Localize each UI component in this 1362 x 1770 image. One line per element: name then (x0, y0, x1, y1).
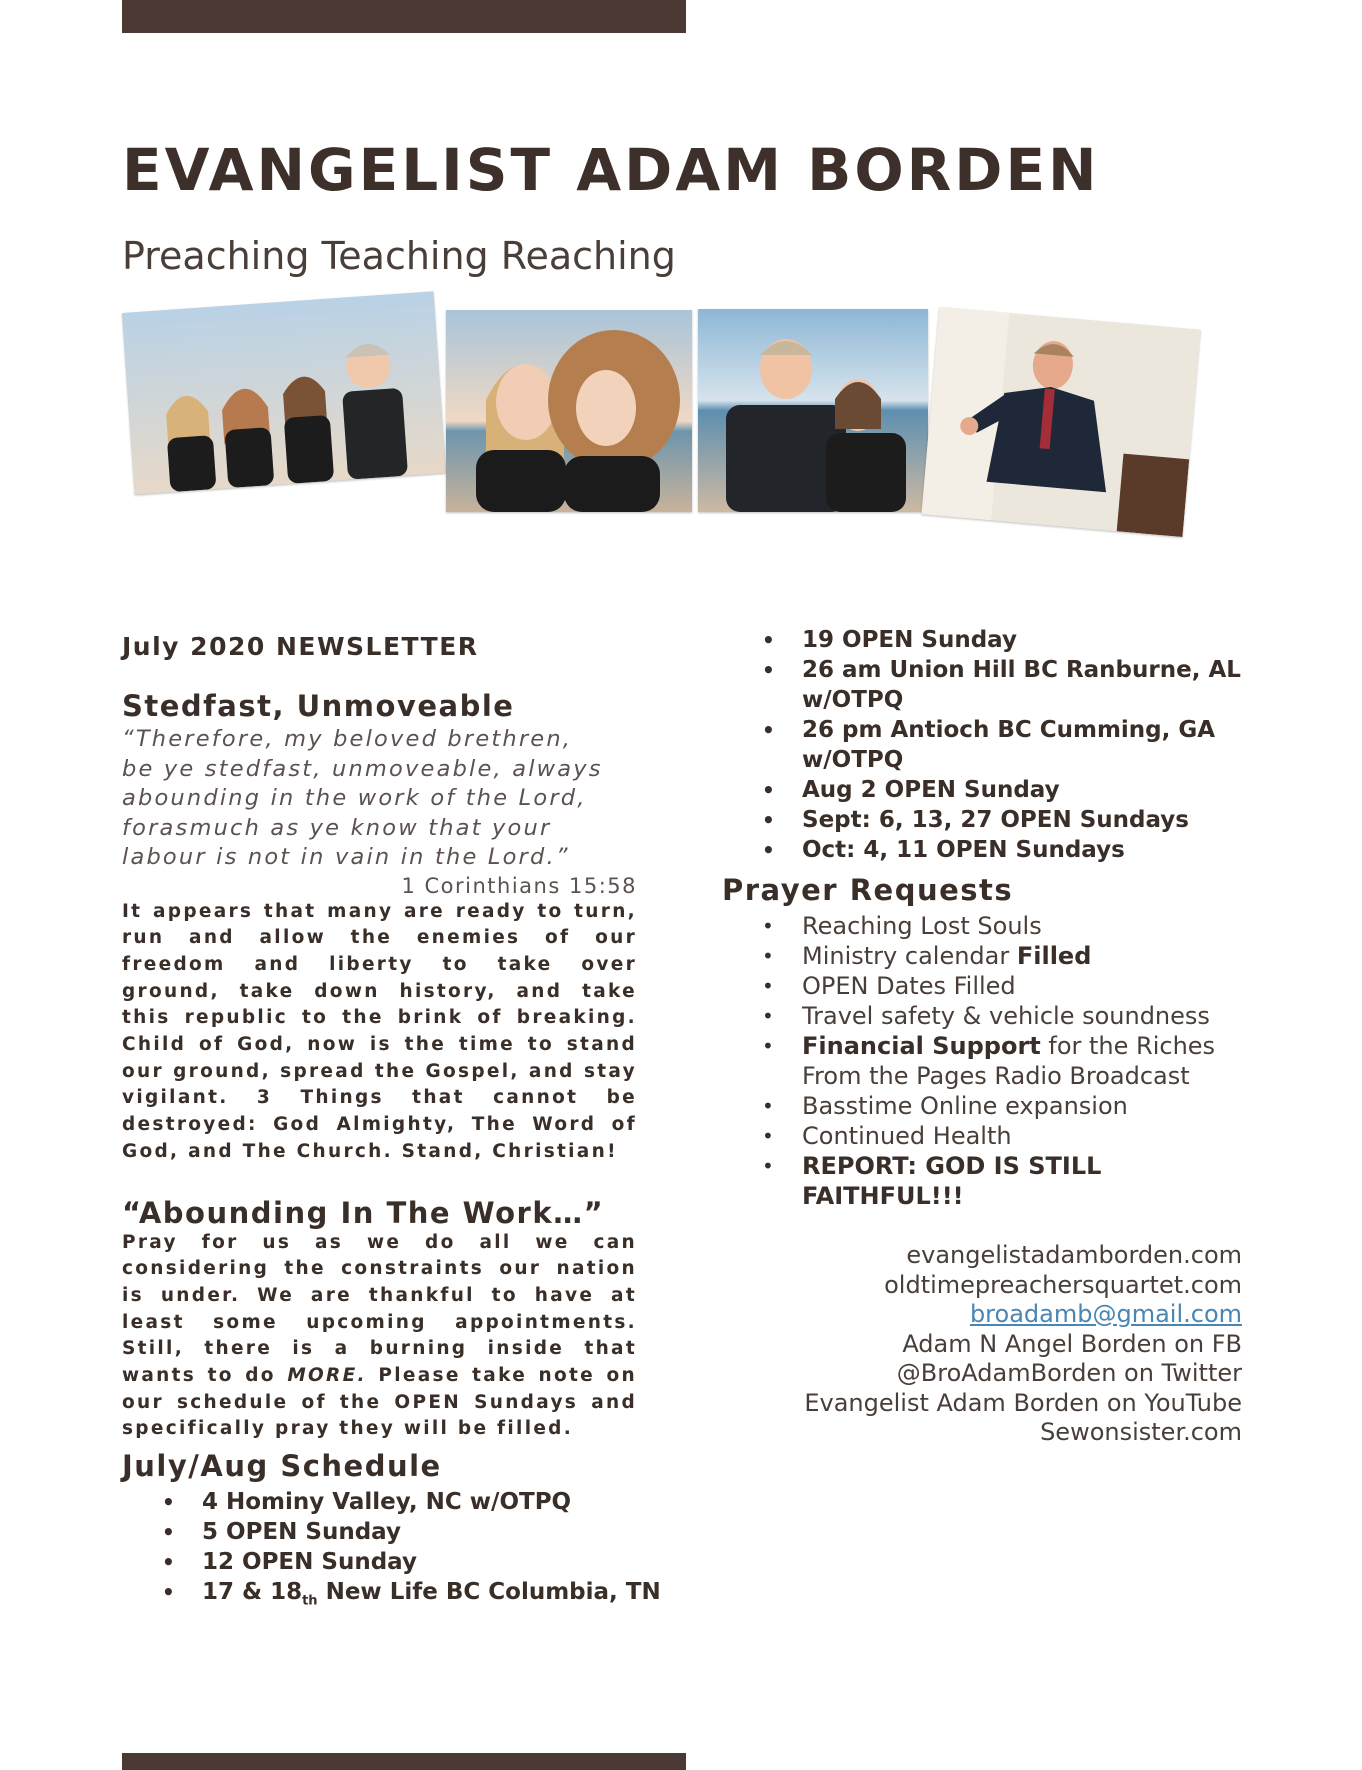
paragraph-text: Please take note on our schedule of the OPEN Sundays and specifically pray they will be filled. (122, 1365, 637, 1440)
list-item: • 19 OPEN Sunday (722, 625, 1242, 655)
page-title: EVANGELIST ADAM BORDEN (122, 136, 1100, 204)
schedule-list (122, 1487, 661, 1617)
bottom-decorative-bar (122, 1753, 686, 1770)
emphasis-text: MORE. (287, 1365, 367, 1387)
quote-line: abounding in the work of the Lord, (122, 785, 587, 811)
list-item: • Reaching Lost Souls (722, 911, 1242, 941)
list-item (722, 1031, 1242, 1091)
quote-line: forasmuch as ye know that your (122, 814, 552, 841)
list-item: • Aug 2 OPEN Sunday (722, 775, 1242, 805)
ordinal-suffix: th (302, 1593, 318, 1609)
youtube-text: Evangelist Adam Borden on YouTube (804, 1388, 1242, 1417)
section-heading-abounding: “Abounding In The Work…” (122, 1195, 605, 1230)
preaching-photo (921, 307, 1200, 537)
stedfast-paragraph: It appears that many are ready to turn, run and allow the enemies of our freedom and liberty to take over ground, take down history, and take this republic to the brink of breaking. Child of God, now is the time to stand our ground, spread the Gospel, and stay vigilant. 3 Things that cannot be destroyed: God Almighty, The Word of God, and The Church. Stand, Christian! (122, 900, 637, 1162)
facebook-text: Adam N Angel Borden on FB (902, 1329, 1242, 1358)
right-column (722, 625, 1242, 1448)
list-item (722, 1151, 1242, 1211)
top-decorative-bar (122, 0, 686, 33)
twitter-text: @BroAdamBorden on Twitter (896, 1359, 1242, 1387)
email-link[interactable]: broadamb@gmail.com (969, 1300, 1242, 1328)
list-item: • Continued Health (722, 1121, 1242, 1151)
quote-line: labour is not in vain in the Lord.” (122, 844, 570, 870)
website-link[interactable]: Sewonsister.com (1040, 1418, 1242, 1446)
two-daughters-photo (446, 310, 692, 512)
contact-block (722, 1241, 1242, 1448)
schedule-list-continued (722, 625, 1242, 865)
scripture-quote (122, 725, 637, 873)
schedule-event: New Life BC Columbia, TN (317, 1579, 661, 1606)
prayer-list (722, 911, 1242, 1211)
paragraph-text: Pray for us as we do all we can considering the constraints our nation is under. We are thankful to have at least some upcoming appointments. Still, there is a burning inside that wants to do (122, 1231, 637, 1387)
item-bold: REPORT: GOD IS STILL FAITHFUL!!! (802, 1152, 1102, 1210)
left-column (122, 625, 661, 1617)
list-item: • 4 Hominy Valley, NC w/OTPQ (122, 1487, 637, 1517)
list-item: • OPEN Dates Filled (722, 971, 1242, 1001)
list-item: • 26 am Union Hill BC Ranburne, AL w/OTPQ (722, 655, 1242, 715)
couple-photo (698, 309, 928, 512)
scripture-reference: 1 Corinthians 15:58 (401, 873, 637, 898)
list-item: • Oct: 4, 11 OPEN Sundays (722, 835, 1242, 865)
list-item: • 12 OPEN Sunday (122, 1547, 637, 1577)
item-bold: Financial Support (802, 1032, 1041, 1060)
website-link[interactable]: oldtimepreachersquartet.com (884, 1270, 1242, 1299)
list-item: • 5 OPEN Sunday (122, 1517, 637, 1547)
list-item: • 26 pm Antioch BC Cumming, GA w/OTPQ (722, 715, 1242, 775)
abounding-paragraph (122, 1230, 637, 1444)
item-text: for the Riches From the Pages Radio Broadcast (802, 1032, 1216, 1090)
website-link[interactable]: evangelistadamborden.com (906, 1241, 1242, 1269)
quote-line: be ye stedfast, unmoveable, always (122, 755, 603, 782)
list-item (722, 941, 1242, 971)
schedule-heading: July/Aug Schedule (122, 1449, 442, 1484)
page-subtitle: Preaching Teaching Reaching (122, 234, 676, 278)
item-text: Ministry calendar (802, 942, 1017, 970)
quote-line: “Therefore, my beloved brethren, (122, 726, 573, 752)
family-photo (122, 291, 446, 494)
list-item: • Basstime Online expansion (722, 1091, 1242, 1121)
list-item: • Travel safety & vehicle soundness (722, 1001, 1242, 1031)
item-bold: Filled (1016, 942, 1092, 970)
list-item (122, 1577, 661, 1617)
schedule-day: 17 & 18 (202, 1579, 303, 1606)
list-item: • Sept: 6, 13, 27 OPEN Sundays (722, 805, 1242, 835)
prayer-heading: Prayer Requests (722, 873, 1014, 907)
newsletter-heading: July 2020 NEWSLETTER (122, 632, 479, 661)
section-heading-stedfast: Stedfast, Unmoveable (122, 689, 515, 723)
